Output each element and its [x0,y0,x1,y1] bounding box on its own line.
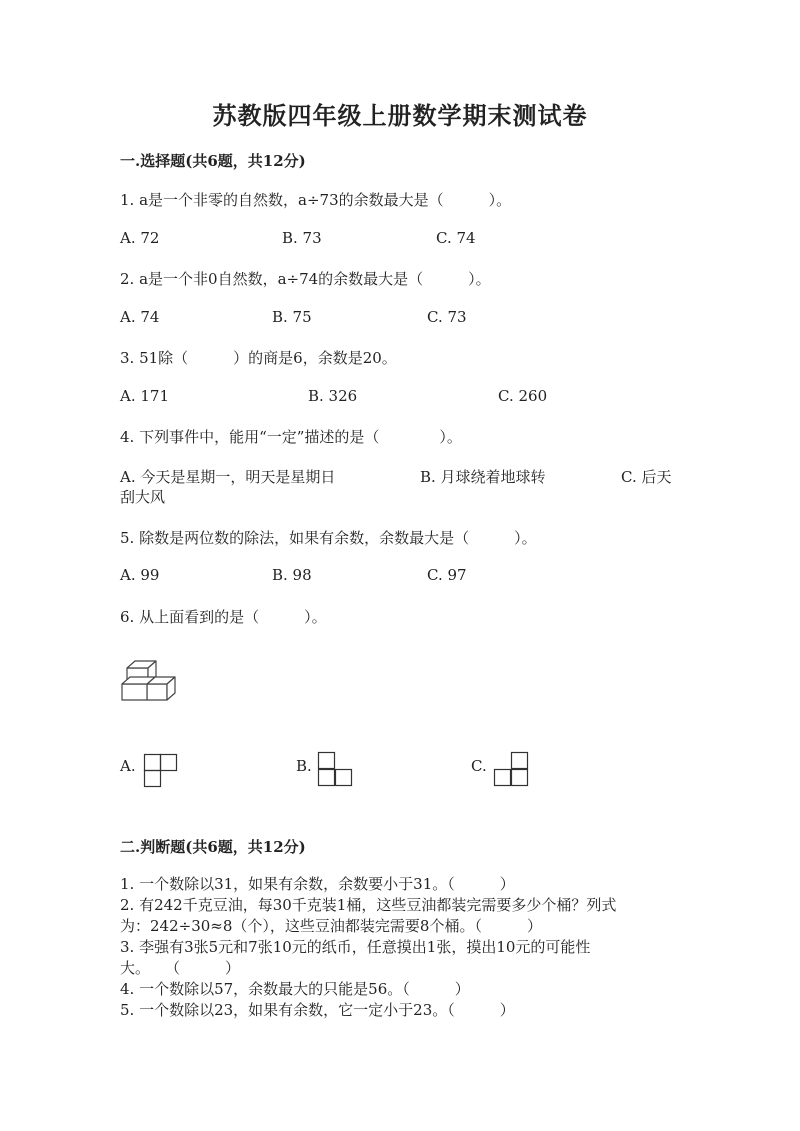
tf-line-4: 3. 李强有3张5元和7张10元的纸币，任意摸出1张，摸出10元的可能性 [120,938,591,956]
q4-option-c-continued: 刮大风 [120,488,166,506]
q5-option-a: A. 99 [120,566,160,584]
section-heading-choice: 一.选择题(共6题，共12分) [120,152,306,170]
q6-option-a-figure [144,754,178,788]
q2-option-b: B. 75 [272,308,312,326]
q4-option-b: B. 月球绕着地球转 [420,468,546,486]
tf-line-6: 4. 一个数除以57，余数最大的只能是56。（ ） [120,980,470,998]
tf-line-7: 5. 一个数除以23，如果有余数，它一定小于23。（ ） [120,1001,515,1019]
tf-line-5: 大。 （ ） [120,959,241,977]
tf-line-2: 2. 有242千克豆油，每30千克装1桶，这些豆油都装完需要多少个桶？列式 [120,896,617,914]
q4-option-a: A. 今天是星期一，明天是星期日 [120,468,336,486]
q6-option-b: B. [296,757,312,775]
q6-option-c: C. [471,757,487,775]
question-4: 4. 下列事件中，能用“一定”描述的是（ ）。 [120,428,462,446]
q1-option-a: A. 72 [120,229,160,247]
q6-option-c-figure [494,752,530,788]
q1-option-c: C. 74 [436,229,476,247]
tf-line-1: 1. 一个数除以31，如果有余数，余数要小于31。（ ） [120,875,515,893]
question-3: 3. 51除（ ）的商是6，余数是20。 [120,349,397,367]
q5-option-b: B. 98 [272,566,312,584]
question-1: 1. a是一个非零的自然数，a÷73的余数最大是（ ）。 [120,191,512,209]
q2-option-c: C. 73 [427,308,467,326]
question-6: 6. 从上面看到的是（ ）。 [120,608,327,626]
q3-option-c: C. 260 [498,387,548,405]
q6-option-a: A. [120,757,136,775]
page-title: 苏教版四年级上册数学期末测试卷 [212,101,588,130]
q6-option-b-figure [318,752,354,788]
q2-option-a: A. 74 [120,308,160,326]
q5-option-c: C. 97 [427,566,467,584]
cubes-figure [118,658,188,708]
question-5: 5. 除数是两位数的除法，如果有余数，余数最大是（ ）。 [120,529,537,547]
q4-option-c: C. 后天 [621,468,672,486]
q3-option-b: B. 326 [308,387,358,405]
q1-option-b: B. 73 [282,229,322,247]
q3-option-a: A. 171 [120,387,169,405]
tf-line-3: 为：242÷30≈8（个），这些豆油都装完需要8个桶。（ ） [120,917,542,935]
section-heading-true-false: 二.判断题(共6题，共12分) [120,838,306,856]
question-2: 2. a是一个非0自然数，a÷74的余数最大是（ ）。 [120,270,491,288]
